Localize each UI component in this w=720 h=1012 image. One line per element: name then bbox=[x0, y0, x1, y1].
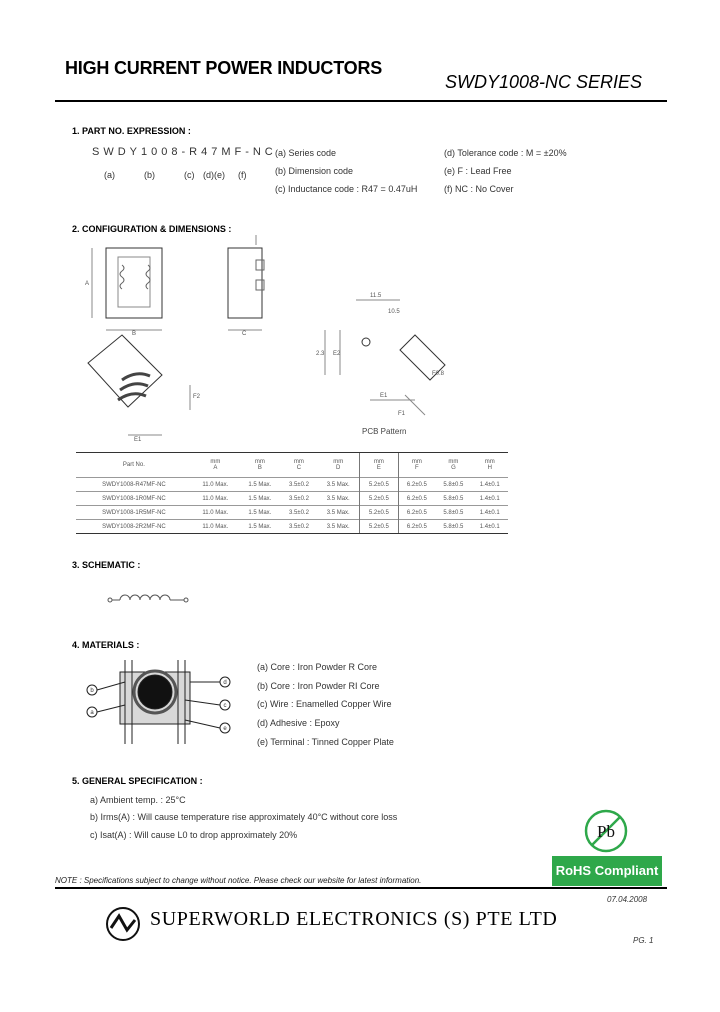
table-header-cell: mm F bbox=[398, 453, 435, 478]
callout-a: a bbox=[90, 710, 94, 716]
label-f2: F2 bbox=[193, 394, 201, 400]
table-header-cell: mm A bbox=[192, 453, 239, 478]
materials-cross-section bbox=[80, 660, 240, 745]
section-configuration-heading: 2. CONFIGURATION & DIMENSIONS : bbox=[72, 224, 232, 234]
table-header-cell: mm G bbox=[435, 453, 471, 478]
table-header-cell: Part No. bbox=[76, 453, 192, 478]
inductor-side-view bbox=[228, 248, 262, 318]
explanation-c: (c) Inductance code : R47 = 0.47uH bbox=[275, 184, 418, 194]
code-letter-a: (a) bbox=[104, 170, 115, 180]
table-row: SWDY1008-R47MF-NC 11.0 Max. 1.5 Max. 3.5±0.2 3.5 Max. 5.2±0.5 6.2±0.5 5.8±0.5 1.4±0.1 bbox=[76, 478, 508, 492]
dimension-drawings bbox=[70, 235, 510, 450]
callout-c: c bbox=[223, 703, 227, 709]
part-code: SWDY1008-R47MF-NC bbox=[92, 146, 277, 158]
label-h23: 2.3 bbox=[316, 351, 325, 357]
pcb-pattern-label: PCB Pattern bbox=[362, 427, 407, 436]
page-number: PG. 1 bbox=[633, 936, 654, 945]
explanation-f: (f) NC : No Cover bbox=[444, 184, 514, 194]
document-title: HIGH CURRENT POWER INDUCTORS bbox=[65, 58, 383, 78]
rohs-badge: RoHS Compliant bbox=[552, 856, 662, 886]
explanation-a: (a) Series code bbox=[275, 148, 337, 158]
material-a: (a) Core : Iron Powder R Core bbox=[257, 662, 378, 672]
table-header-cell: mm D bbox=[317, 453, 360, 478]
table-header-cell: mm E bbox=[360, 453, 398, 478]
table-row: SWDY1008-1R5MF-NC 11.0 Max. 1.5 Max. 3.5±0.2 3.5 Max. 5.2±0.5 6.2±0.5 5.8±0.5 1.4±0.1 bbox=[76, 506, 508, 520]
callout-e: e bbox=[223, 726, 227, 732]
material-e: (e) Terminal : Tinned Copper Plate bbox=[257, 737, 394, 747]
code-letter-c: (c) bbox=[184, 170, 195, 180]
material-c: (c) Wire : Enamelled Copper Wire bbox=[257, 699, 392, 709]
table-row: SWDY1008-2R2MF-NC 11.0 Max. 1.5 Max. 3.5±0.2 3.5 Max. 5.2±0.5 6.2±0.5 5.8±0.5 1.4±0.1 bbox=[76, 520, 508, 534]
label-b: B bbox=[132, 331, 137, 337]
label-e2: E2 bbox=[333, 351, 341, 357]
section-materials-heading: 4. MATERIALS : bbox=[72, 640, 140, 650]
table-header-row bbox=[76, 453, 508, 478]
footer-rule bbox=[55, 887, 667, 889]
table-header-cell: mm H bbox=[472, 453, 508, 478]
company-logo-icon bbox=[105, 906, 141, 942]
explanation-b: (b) Dimension code bbox=[275, 166, 354, 176]
company-name: SUPERWORLD ELECTRONICS (S) PTE LTD bbox=[150, 908, 558, 930]
label-w8: 11.5 bbox=[370, 293, 382, 299]
header-rule bbox=[55, 100, 667, 102]
label-f1: F1 bbox=[398, 411, 406, 417]
explanation-e: (e) F : Lead Free bbox=[444, 166, 512, 176]
document-date: 07.04.2008 bbox=[607, 895, 648, 904]
pb-symbol: Pb bbox=[597, 822, 615, 841]
label-e1-pcb: E1 bbox=[380, 393, 388, 399]
series-title: SWDY1008-NC SERIES bbox=[445, 72, 643, 92]
coil-schematic-icon bbox=[100, 590, 200, 610]
label-c: C bbox=[242, 331, 247, 337]
label-f08: F0.8 bbox=[432, 371, 445, 377]
spec-a: a) Ambient temp. : 25°C bbox=[90, 795, 186, 805]
code-letter-de: (d)(e) bbox=[203, 170, 225, 180]
code-letter-b: (b) bbox=[144, 170, 155, 180]
section-general-spec-heading: 5. GENERAL SPECIFICATION : bbox=[72, 776, 203, 786]
section-schematic-heading: 3. SCHEMATIC : bbox=[72, 560, 141, 570]
table-header-cell: mm B bbox=[239, 453, 281, 478]
footer-note: NOTE : Specifications subject to change without notice. Please check our website for latest information. bbox=[55, 876, 422, 885]
table-header-cell: mm C bbox=[281, 453, 317, 478]
spec-b: b) Irms(A) : Will cause temperature rise approximately 40°C without core loss bbox=[90, 812, 398, 822]
callout-b: b bbox=[90, 688, 94, 694]
label-a: A bbox=[85, 281, 90, 287]
section-part-no-heading: 1. PART NO. EXPRESSION : bbox=[72, 126, 191, 136]
dimension-table bbox=[76, 452, 508, 534]
lead-free-icon bbox=[583, 808, 629, 854]
callout-d: d bbox=[223, 680, 227, 686]
table-row: SWDY1008-1R0MF-NC 11.0 Max. 1.5 Max. 3.5±0.2 3.5 Max. 5.2±0.5 6.2±0.5 5.8±0.5 1.4±0.1 bbox=[76, 492, 508, 506]
code-letter-f: (f) bbox=[238, 170, 247, 180]
explanation-d: (d) Tolerance code : M = ±20% bbox=[444, 148, 567, 158]
material-d: (d) Adhesive : Epoxy bbox=[257, 718, 340, 728]
spec-c: c) Isat(A) : Will cause L0 to drop approximately 20% bbox=[90, 830, 298, 840]
material-b: (b) Core : Iron Powder RI Core bbox=[257, 681, 380, 691]
label-e1: E1 bbox=[134, 437, 142, 443]
label-w10: 10.5 bbox=[388, 309, 400, 315]
